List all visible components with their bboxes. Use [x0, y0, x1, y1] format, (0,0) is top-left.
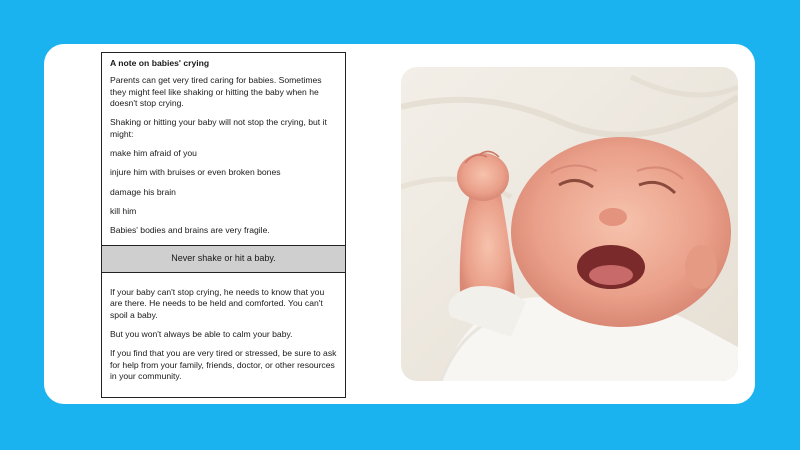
- document-bottom-section: [102, 273, 345, 382]
- baby-illustration: [401, 67, 738, 381]
- fragile-paragraph: Babies' bodies and brains are very fragile.: [110, 225, 270, 236]
- risk-item: injure him with bruises or even broken bones: [110, 167, 281, 178]
- document-top-section: [102, 53, 345, 245]
- calm-paragraph: But you won't always be able to calm your baby.: [110, 329, 293, 340]
- comfort-paragraph: If your baby can't stop crying, he needs to know that you are there. He needs to be held and comforted. You can't spoil a baby.: [110, 287, 325, 320]
- risk-item: damage his brain: [110, 186, 176, 197]
- risk-intro-paragraph: Shaking or hitting your baby will not stop the crying, but it might:: [110, 117, 327, 139]
- document-heading: A note on babies' crying: [110, 58, 210, 68]
- intro-paragraph: Parents can get very tired caring for babies. Sometimes they might feel like shaking or hitting the baby when he doesn't stop crying.: [110, 75, 322, 109]
- help-paragraph: If you find that you are very tired or stressed, be sure to ask for help from your family, friends, doctor, or other resources in your community.: [110, 348, 337, 382]
- risk-item: make him afraid of you: [110, 148, 197, 159]
- crying-note-document: [101, 52, 346, 398]
- never-shake-callout: Never shake or hit a baby.: [102, 245, 345, 273]
- crying-baby-photo: [401, 67, 738, 381]
- content-card: [44, 44, 755, 404]
- risk-item: kill him: [110, 206, 137, 217]
